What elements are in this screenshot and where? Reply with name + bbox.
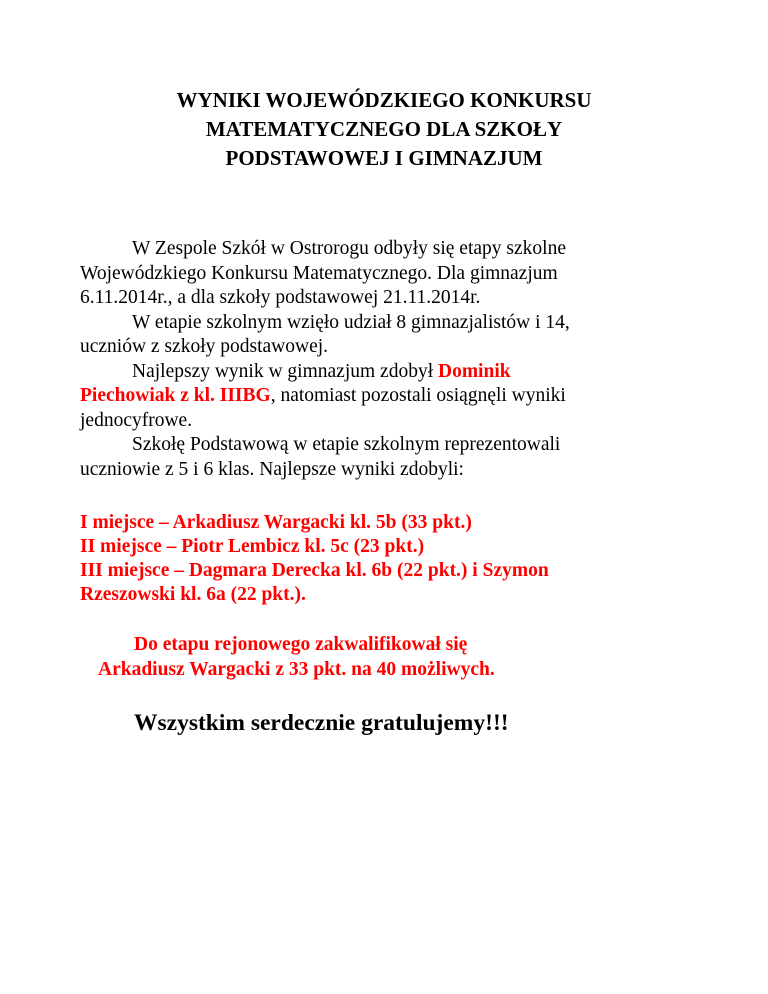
best-student-name: Dominik [437, 360, 511, 382]
paragraph-4-line-2: uczniowie z 5 i 6 klas. Najlepsze wyniki zdobyli: [80, 458, 464, 480]
result-first-place: I miejsce – Arkadiusz Wargacki kl. 5b (33 pkt.) [80, 512, 472, 533]
congratulations-text: Wszystkim serdecznie gratulujemy!!! [134, 710, 509, 736]
paragraph-3-line-2 [80, 384, 700, 409]
paragraph-1-line-3: 6.11.2014r., a dla szkoły podstawowej 21.11.2014r. [80, 287, 481, 308]
paragraph-4-line-1: Szkołę Podstawową w etapie szkolnym reprezentowali [132, 434, 561, 455]
title-line-3: PODSTAWOWEJ I GIMNAZJUM [225, 146, 543, 170]
paragraph-2-line-2: uczniów z szkoły podstawowej. [80, 336, 329, 357]
qualification-notice [80, 633, 720, 682]
paragraph-1-line-1: W Zespole Szkół w Ostrorogu odbyły się etapy szkolne [132, 238, 566, 259]
results-list [80, 511, 720, 607]
report-body [80, 237, 700, 482]
best-student-class: Piechowiak z kl. IIIBG [80, 385, 271, 406]
result-third-place-line-2: Rzeszowski kl. 6a (22 pkt.). [80, 584, 306, 605]
paragraph-2-line-1: W etapie szkolnym wzięło udział 8 gimnazjalistów i 14, [132, 311, 570, 333]
title-line-1: WYNIKI WOJEWÓDZKIEGO KONKURSU [176, 88, 592, 112]
paragraph-3-line-1 [80, 360, 700, 385]
qualification-line-1: Do etapu rejonowego zakwalifikował się [134, 634, 468, 655]
paragraph-3-continuation: , natomiast pozostali osiągnęli wyniki [270, 385, 566, 406]
paragraph-3-text: Najlepszy wynik w gimnazjum zdobył [132, 360, 438, 382]
document-title [60, 86, 708, 173]
paragraph-1-line-2: Wojewódzkiego Konkursu Matematycznego. Dla gimnazjum [80, 262, 558, 284]
result-third-place-line-1: III miejsce – Dagmara Derecka kl. 6b (22 pkt.) i Szymon [80, 560, 549, 581]
title-line-2: MATEMATYCZNEGO DLA SZKOŁY [205, 117, 563, 141]
result-second-place: II miejsce – Piotr Lembicz kl. 5c (23 pkt.) [80, 536, 425, 557]
paragraph-3-line-3: jednocyfrowe. [80, 409, 193, 431]
qualification-line-2: Arkadiusz Wargacki z 33 pkt. na 40 możliwych. [98, 658, 495, 680]
